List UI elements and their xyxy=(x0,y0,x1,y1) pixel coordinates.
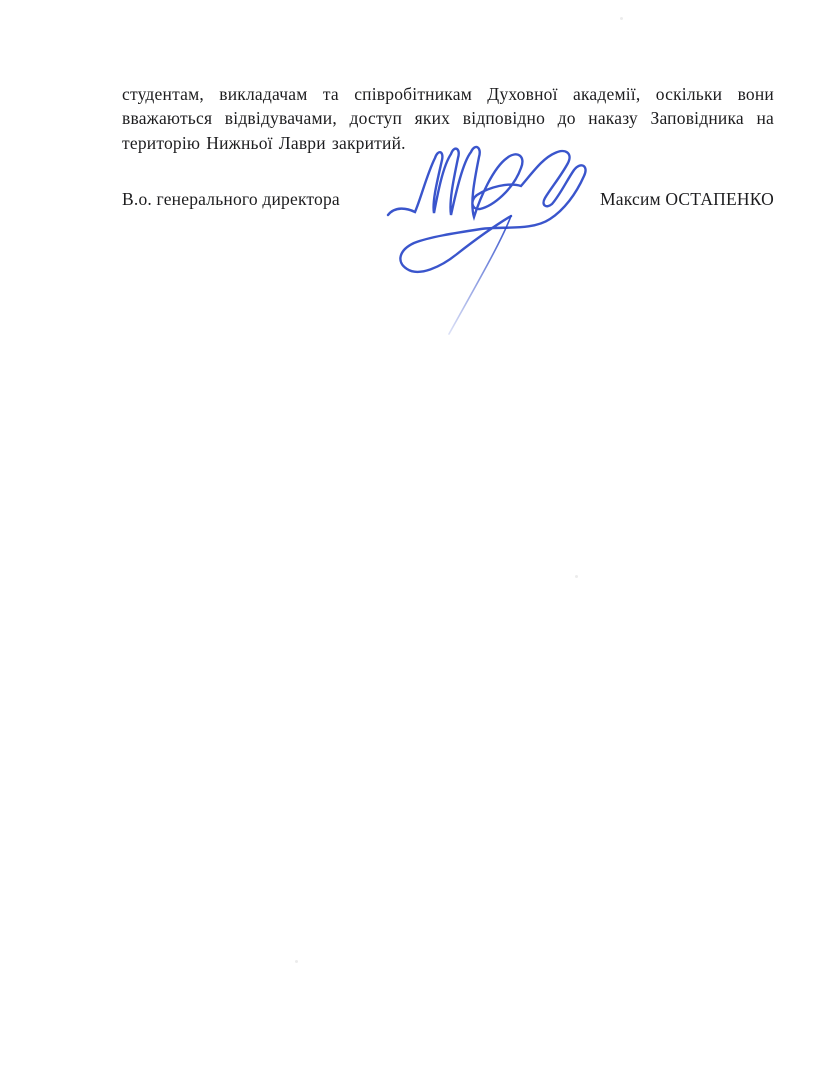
handwritten-signature-icon xyxy=(383,140,595,342)
signer-name: Максим ОСТАПЕНКО xyxy=(600,189,774,209)
body-paragraph: студентам, викладачам та співробітникам Духовної академії, оскільки вони вважаються відвідувачами, доступ яких відповідно до наказу Заповідника на територію Нижньої Лаври закритий. xyxy=(122,83,774,153)
signer-title: В.о. генерального директора xyxy=(122,189,340,209)
signature-row xyxy=(122,187,774,212)
scan-speck xyxy=(620,17,623,20)
scan-speck xyxy=(295,960,298,963)
signature-stroke-tail xyxy=(449,216,511,334)
scan-speck xyxy=(575,575,578,578)
